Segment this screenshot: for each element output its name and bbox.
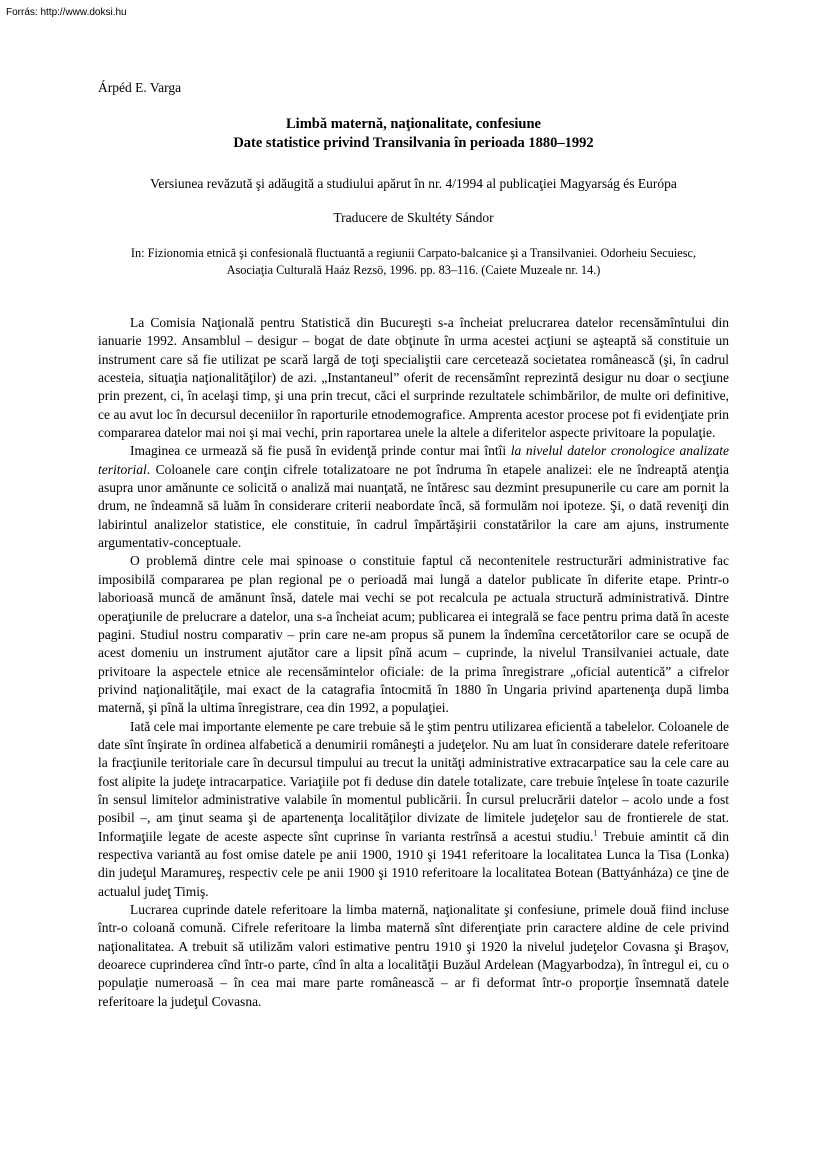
- paragraph-4-start: Iată cele mai importante elemente pe care trebuie să le ştim pentru utilizarea eficientă a tabelelor. Coloanele de date sînt înşirate în ordinea alfabetică a denumirii româneşti a judeţelor. Nu am luat în considerare datele referitoare la fracţiunile teritoriale care în decursul timpului au trecut la unităţi administrative extracarpatice sau la cele care au fost alipite la judeţe intracarpatice. Variaţiile pot fi deduse din datele totalizate, care trebuie înţelese în toate cazurile în sensul limitelor administrative valabile în momentul publicării. În cursul prelucrării datelor – acolo unde a fost posibil –, am ţinut seama şi de apartenenţa localităţilor divizate de limitele judeţelor sau de frontierele de stat. Informaţiile legate de aceste aspecte sînt cuprinse în varianta restrînsă a acestui studiu.: [98, 718, 729, 844]
- paragraph-1: La Comisia Naţională pentru Statistică din Bucureşti s-a încheiat prelucrarea datelor recensămîntului din ianuarie 1992. Ansamblul – desigur – bogat de date obţinute în urma acestei acţiuni se aşteaptă să constituie un instrument care să fie utilizat pe scară largă de toţi specialiştii care cercetează societatea românească (şi, în cadrul acesteia, situaţia naţionalităţilor) de azi. „Instantaneul” oferit de recensămînt reprezintă desigur nu doar o secţiune prin prezent, ci, în acelaşi timp, şi una prin trecut, căci el surprinde rezultatele schimbărilor, de multe ori definitive, ce au avut loc în decursul deceniilor în raporturile etnodemografice. Amprenta acestor procese pot fi evidenţiate prin compararea datelor mai noi şi mai vechi, prin raportarea unele la altele a diferitelor aspecte privitoare la populaţie.: [98, 315, 729, 441]
- source-url: Forrás: http://www.doksi.hu: [6, 7, 127, 18]
- footnote-marker[interactable]: 1: [593, 828, 598, 838]
- translator-credit: Traducere de Skultéty Sándor: [333, 210, 494, 225]
- title-line-1: Limbă maternă, naţionalitate, confesiune: [286, 116, 541, 132]
- paragraph-4-end: Trebuie amintit că din respectiva variantă au fost omise datele pe anii 1900, 1910 şi 1941 referitoare la localitatea Lunca la Tisa (Lonka) din judeţul Maramureş, respectiv cele pe anii 1900 şi 1910 referitoare la localitatea Botean (Battyánháza) ce ţine de actualul judeţ Timiş.: [98, 828, 729, 899]
- author-name: Árpéd E. Varga: [98, 80, 182, 95]
- title-line-2: Date statistice privind Transilvania în perioada 1880–1992: [233, 135, 594, 151]
- paragraph-3: O problemă dintre cele mai spinoase o constituie faptul că necontenitele restructurări administrative fac imposibilă compararea pe plan regional pe o perioadă mai lungă a datelor publicate în diferite etape. Printr-o laborioasă muncă de amănunt însă, datele mai vechi se pot recalcula pe actuala structură administrativă. Dintre operaţiunile de prelucrare a datelor, una s-a încheiat acum; publicarea ei integrală se face pentru prima dată în aceste pagini. Studiul nostru comparativ – prin care ne-am propus să punem la îndemîna cercetătorilor care se ocupă de acest domeniu un instrument ajutător care a lipsit pînă acum – cuprinde, la nivelul Transilvaniei actuale, date privitoare la aspectele etnice ale recensămintelor oficiale: de la prima înregistrare „oficial autentică” a cifrelor privind naţionalităţile, mai exact de la catagrafia întocmită în 1880 în Ungaria privind apartenenţa după limba maternă, şi pînă la ultima înregistrare, cea din 1992, a populaţiei.: [98, 553, 729, 716]
- paragraph-2: [98, 442, 729, 552]
- paragraph-4: [98, 718, 729, 901]
- subtitle: Versiunea revăzută şi adăugită a studiului apărut în nr. 4/1994 al publicaţiei Magyarság és Európa: [150, 176, 677, 191]
- paragraph-5: Lucrarea cuprinde datele referitoare la limba maternă, naţionalitate şi confesiune, primele două fiind incluse într-o coloană comună. Cifrele referitoare la limba maternă sînt diferenţiate prin caractere aldine de cele privind naţionalitatea. A trebuit să utilizăm valori estimative pentru 1910 şi 1920 la nivelul judeţelor Covasna şi Braşov, deoarece cuprinderea cînd într-o parte, cînd în alta a localităţii Buzăul Ardelean (Magyarbodza), în întregul ei, cu o populaţie numeroasă – în cea mai mare parte românească – ar fi deformat într-o proporţie însemnată datele referitoare la judeţul Covasna.: [98, 902, 729, 1009]
- paragraph-2-start: Imaginea ce urmează să fie pusă în evidenţă prinde contur mai întîi: [130, 443, 511, 459]
- article-body: [98, 314, 729, 1011]
- paragraph-2-italic: la nivelul datelor cronologice analizate teritorial: [98, 443, 729, 477]
- source-reference: In: Fizionomia etnică şi confesională fluctuantă a regiunii Carpato-balcanice şi a Transilvaniei. Odorheiu Secuiesc, Asociaţia Culturală Haáz Rezsö, 1996. pp. 83–116. (Caiete Muzeale nr. 14.): [130, 246, 697, 277]
- paragraph-2-end: . Coloanele care conţin cifrele totalizatoare ne pot îndruma în etapele analizei: ele ne îndreaptă atenţia asupra unor amănunte ce solicită o analiză mai nuanţată, ne întăresc sau dezmint presupunerile cu care am pornit la drum, ne îndeamnă să luăm în considerare criterii neabordate încă, să formulăm noi ipoteze. Şi, o dată reveniţi din labirintul analizelor statistice, ele constituie, în cadrul împărtăşirii constatărilor la care am ajuns, instrumente argumentativ-conceptuale.: [98, 461, 729, 551]
